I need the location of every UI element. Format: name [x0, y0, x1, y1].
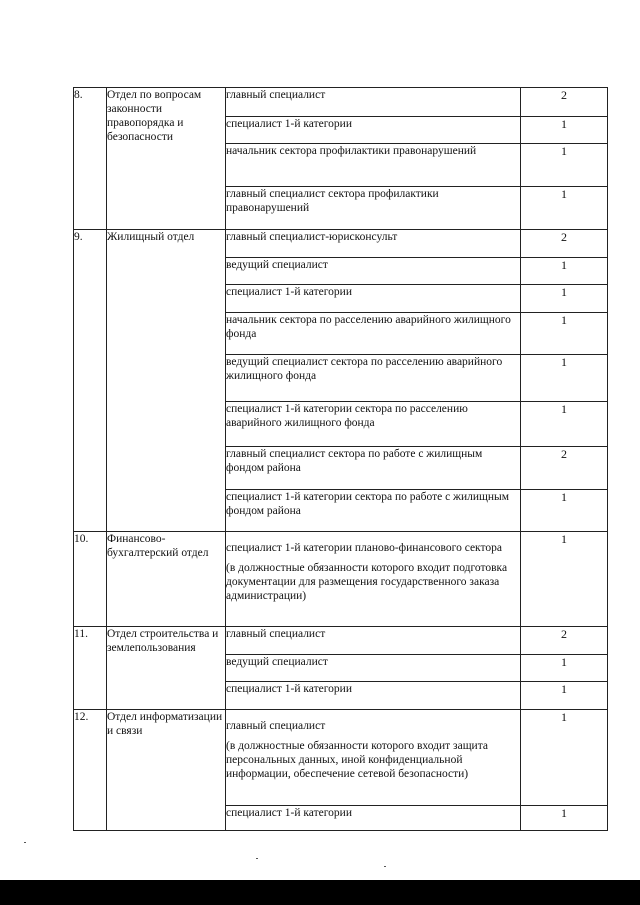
- position-cell: ведущий специалист сектора по расселению аварийного жилищного фонда: [226, 355, 521, 402]
- count-cell: 1: [521, 258, 608, 285]
- position-cell: специалист 1-й категории: [226, 806, 521, 831]
- count-cell: 1: [521, 806, 608, 831]
- section-number: 10.: [74, 532, 107, 627]
- position-cell: специалист 1-й категории: [226, 682, 521, 710]
- department-name: Финансово-бухгалтерский отдел: [107, 532, 226, 627]
- position-cell: ведущий специалист: [226, 655, 521, 682]
- scan-edge: [0, 880, 640, 905]
- table-row: [74, 627, 608, 655]
- position-note: (в должностные обязанности которого входит защита персональных данных, иной конфиденциальной информации, обеспечение сетевой безопасности): [226, 740, 488, 780]
- count-cell: 1: [521, 682, 608, 710]
- position-cell: главный специалист сектора профилактики правонарушений: [226, 187, 521, 230]
- count-cell: 1: [521, 285, 608, 313]
- position-cell: специалист 1-й категории сектора по расселению аварийного жилищного фонда: [226, 402, 521, 447]
- department-name: Отдел по вопросам законности правопорядка и безопасности: [107, 88, 226, 230]
- department-name: Отдел строительства и землепользования: [107, 627, 226, 710]
- count-cell: 1: [521, 532, 608, 627]
- scan-speck: [256, 858, 258, 859]
- scan-speck: [24, 842, 26, 843]
- department-name: Жилищный отдел: [107, 230, 226, 532]
- scan-speck: [384, 866, 386, 867]
- position-cell: главный специалист: [226, 88, 521, 117]
- count-cell: 1: [521, 313, 608, 355]
- count-cell: 1: [521, 187, 608, 230]
- section-number: 8.: [74, 88, 107, 230]
- section-number: 12.: [74, 710, 107, 831]
- count-cell: 1: [521, 144, 608, 187]
- position-cell: специалист 1-й категории сектора по работе с жилищным фондом района: [226, 490, 521, 532]
- position-note: (в должностные обязанности которого входит подготовка документации для размещения государственного заказа администрации): [226, 562, 508, 602]
- section-number: 9.: [74, 230, 107, 532]
- position-cell: главный специалист-юрисконсульт: [226, 230, 521, 258]
- position-cell: главный специалист: [226, 627, 521, 655]
- position-cell: специалист 1-й категории: [226, 117, 521, 144]
- table-row: [74, 532, 608, 627]
- position-cell: начальник сектора по расселению аварийного жилищного фонда: [226, 313, 521, 355]
- position-cell: начальник сектора профилактики правонарушений: [226, 144, 521, 187]
- count-cell: 1: [521, 710, 608, 806]
- count-cell: 2: [521, 447, 608, 490]
- section-number: 11.: [74, 627, 107, 710]
- position-title: главный специалист: [226, 720, 326, 732]
- position-cell: ведущий специалист: [226, 258, 521, 285]
- staff-table: [73, 87, 608, 831]
- position-title: специалист 1-й категории планово-финансового сектора: [226, 542, 502, 554]
- count-cell: 1: [521, 402, 608, 447]
- table-row: [74, 710, 608, 806]
- count-cell: 1: [521, 655, 608, 682]
- department-name: Отдел информатизации и связи: [107, 710, 226, 831]
- position-cell: [226, 532, 521, 627]
- count-cell: 2: [521, 88, 608, 117]
- count-cell: 1: [521, 355, 608, 402]
- position-cell: [226, 710, 521, 806]
- count-cell: 2: [521, 627, 608, 655]
- count-cell: 2: [521, 230, 608, 258]
- table-row: [74, 88, 608, 117]
- count-cell: 1: [521, 490, 608, 532]
- position-cell: специалист 1-й категории: [226, 285, 521, 313]
- count-cell: 1: [521, 117, 608, 144]
- position-cell: главный специалист сектора по работе с жилищным фондом района: [226, 447, 521, 490]
- table-row: [74, 230, 608, 258]
